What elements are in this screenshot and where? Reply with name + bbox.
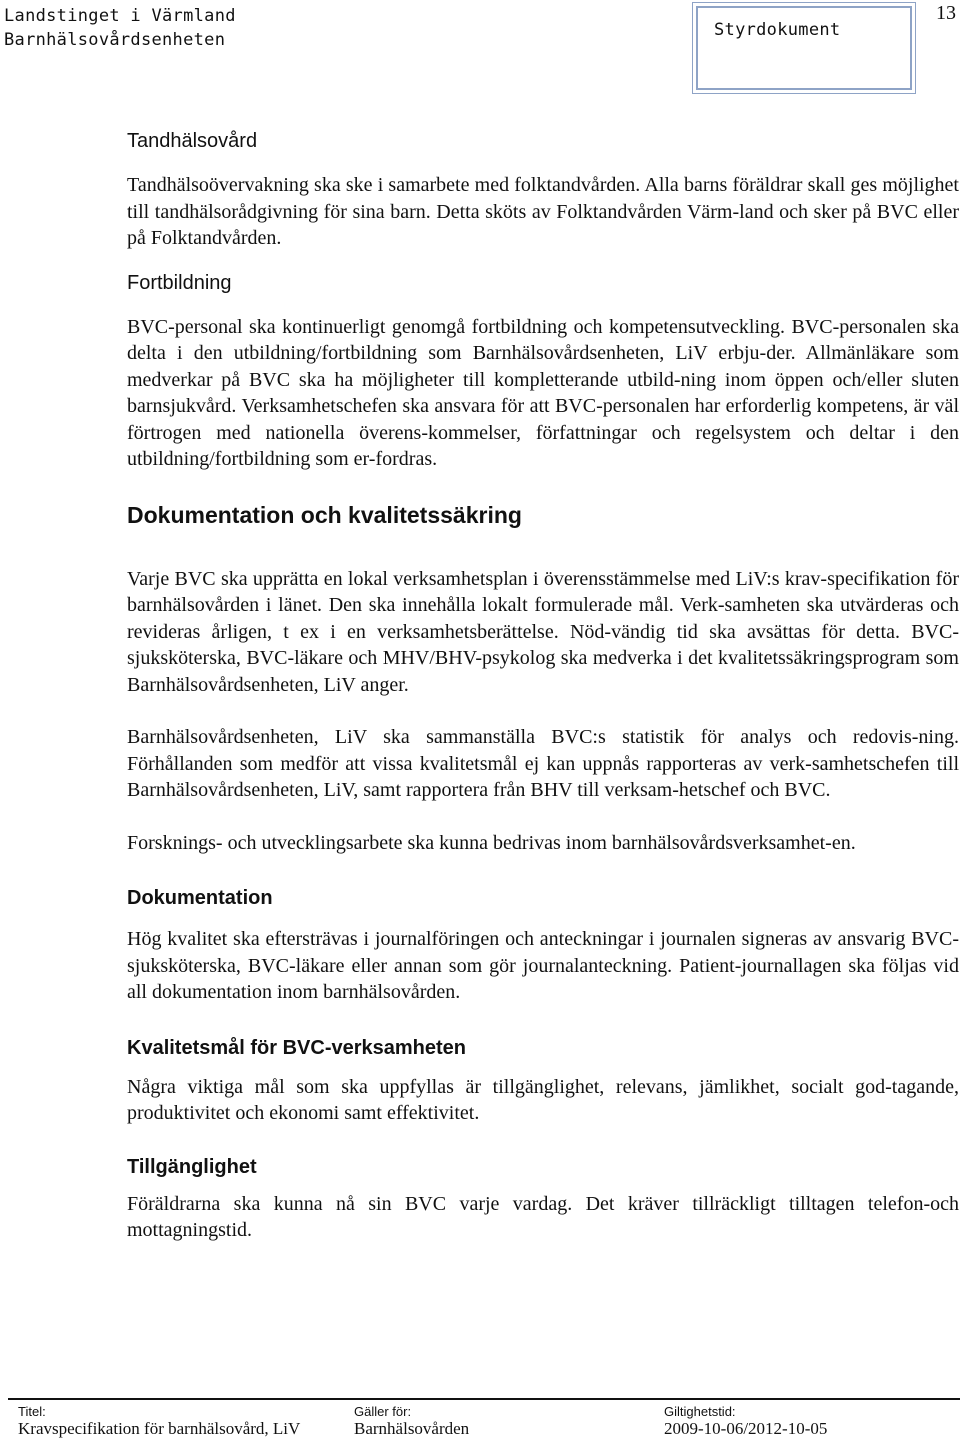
footer-divider <box>8 1398 960 1400</box>
footer-applies-value: Barnhälsovården <box>354 1419 470 1438</box>
footer-applies-label: Gäller för: <box>354 1404 412 1419</box>
document-type-box <box>696 6 912 90</box>
footer-validity-label: Giltighetstid: <box>664 1404 736 1419</box>
heading-dokumentation: Dokumentation <box>127 887 273 909</box>
paragraph-kvalitet-2: Barnhälsovårdsenheten, LiV ska sammanställa BVC:s statistik för analys och redovis-ning. Förhållanden som medför att vissa kvalitetsmål ej kan uppnås rapporteras av verk-samhetschefen till Barnhälsovårdsenheten, LiV, samt rapportera från BHV till verksam-hetschef och BVC. <box>127 726 959 801</box>
heading-fortbildning: Fortbildning <box>127 271 232 294</box>
page-number: 13 <box>936 2 956 24</box>
paragraph-dokumentation: Hög kvalitet ska eftersträvas i journalföringen och anteckningar i journalen signeras av ansvarig BVC-sjuksköterska, BVC-läkare eller annan som gör journalanteckning. Patient-journallagen ska följas vid all dokumentation inom barnhälsovården. <box>127 928 959 1003</box>
paragraph-kvalitetsmal: Några viktiga mål som ska uppfyllas är tillgänglighet, relevans, jämlikhet, socialt god-tagande, produktivitet och ekonomi samt effektivitet. <box>127 1075 959 1124</box>
footer-title <box>18 1404 300 1439</box>
department-name: Barnhälsovårdsenheten <box>4 30 226 50</box>
paragraph-kvalitet-3: Forsknings- och utvecklingsarbete ska kunna bedrivas inom barnhälsovårdsverksamhet-en. <box>127 831 856 854</box>
paragraph-kvalitet-1: Varje BVC ska upprätta en lokal verksamhetsplan i överensstämmelse med LiV:s krav-specifikation för barnhälsovården i länet. Den ska innehålla lokalt formulerade mål. Verk-samheten ska utvärderas och revideras årligen, t ex i en verksamhetsberättelse. Nöd-vändig tid ska avsättas för detta. BVC-sjuksköterska, BVC-läkare och MHV/BHV-psykolog ska medverka i det kvalitetssäkringsprogram som Barnhälsovårdsenheten, LiV anger. <box>127 567 959 696</box>
heading-tandhalsovard: Tandhälsovård <box>127 130 258 152</box>
heading-dokumentation-och-kvalitetssakring: Dokumentation och kvalitetssäkring <box>127 501 522 528</box>
heading-kvalitetsmal: Kvalitetsmål för BVC-verksamheten <box>127 1036 467 1059</box>
organization-name: Landstinget i Värmland <box>4 6 236 26</box>
paragraph-tillganglighet: Föräldrarna ska kunna nå sin BVC varje vardag. Det kräver tillräckligt tilltagen telefon-och mottagningstid. <box>127 1192 959 1241</box>
paragraph-fortbildning: BVC-personal ska kontinuerligt genomgå fortbildning och kompetensutveckling. BVC-personalen ska delta i den utbildning/fortbildning som Barnhälsovårdsenheten, LiV erbju-der. Allmänläkare som medverkar på BVC ska ha möjligheter till kompletterande utbild-ning inom öppen och/eller sluten barnsjukvård. Verksamhetschefen ska ansvara för att BVC-personalen har erforderlig kompetens, är väl förtrogen med nationella överens-kommelser, författningar och regelsystem och deltar i den utbildning/fortbildning som er-fordras. <box>127 315 959 470</box>
footer-applies-to <box>354 1404 469 1439</box>
page-header-left <box>4 4 236 52</box>
footer-title-value: Kravspecifikation för barnhälsovård, LiV <box>18 1419 301 1438</box>
footer-validity <box>664 1404 827 1439</box>
footer-validity-value: 2009-10-06/2012-10-05 <box>664 1419 828 1438</box>
document-type-label: Styrdokument <box>714 20 841 40</box>
footer-title-label: Titel: <box>18 1404 46 1419</box>
heading-tillganglighet: Tillgänglighet <box>127 1155 257 1178</box>
paragraph-tandhalsovard: Tandhälsoövervakning ska ske i samarbete med folktandvården. Alla barns föräldrar skall ges möjlighet till tandhälsorådgivning för sina barn. Detta sköts av Folktandvården Värm-land och sker på BVC eller på Folktandvården. <box>127 174 959 249</box>
document-body <box>127 127 959 1244</box>
